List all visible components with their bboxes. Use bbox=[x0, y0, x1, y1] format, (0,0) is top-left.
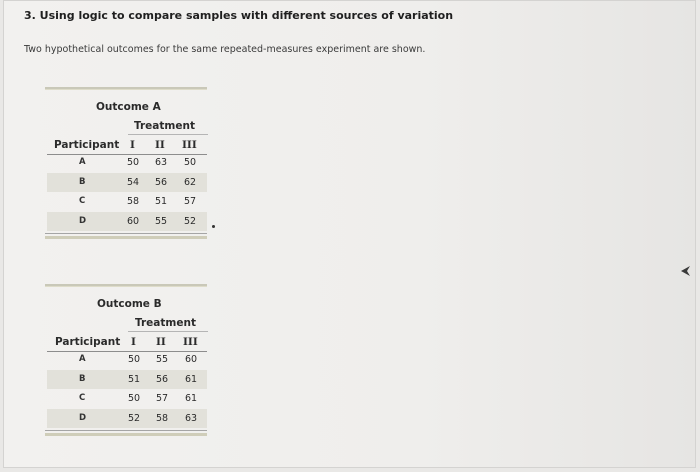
outcome-title: Outcome A bbox=[96, 101, 161, 113]
cell-value: 51 bbox=[155, 196, 168, 207]
table-bottom-rule bbox=[45, 233, 207, 239]
cell-value: 61 bbox=[185, 393, 198, 404]
cell-value: 52 bbox=[184, 216, 197, 227]
table-top-rule bbox=[45, 87, 207, 90]
table-row bbox=[47, 350, 207, 369]
table-row bbox=[47, 389, 207, 408]
table-row bbox=[47, 370, 207, 389]
column-header-row bbox=[45, 138, 207, 153]
treatment-underline bbox=[128, 331, 208, 332]
column-header: II bbox=[155, 139, 165, 151]
participant-label: D bbox=[79, 216, 87, 226]
cell-value: 62 bbox=[184, 177, 197, 188]
cell-value: 50 bbox=[128, 354, 141, 365]
column-header: II bbox=[156, 336, 166, 348]
question-title: 3. Using logic to compare samples with different sources of variation bbox=[24, 9, 454, 22]
outcome-title: Outcome B bbox=[97, 298, 162, 310]
cell-value: 57 bbox=[184, 196, 197, 207]
cell-value: 56 bbox=[156, 374, 169, 385]
question-intro: Two hypothetical outcomes for the same repeated-measures experiment are shown. bbox=[24, 44, 426, 55]
participant-label: B bbox=[79, 374, 86, 384]
cell-value: 56 bbox=[155, 177, 168, 188]
participant-label: C bbox=[79, 393, 86, 403]
table-row bbox=[47, 212, 207, 231]
cell-value: 61 bbox=[185, 374, 198, 385]
table-top-rule bbox=[45, 284, 207, 287]
table-row bbox=[47, 409, 207, 428]
table-row bbox=[47, 173, 207, 192]
treatment-header: Treatment bbox=[135, 317, 196, 329]
participant-label: A bbox=[79, 157, 86, 167]
treatment-header: Treatment bbox=[134, 120, 195, 132]
cell-value: 60 bbox=[127, 216, 140, 227]
table-row bbox=[47, 192, 207, 211]
cell-value: 58 bbox=[127, 196, 140, 207]
cell-value: 55 bbox=[155, 216, 168, 227]
cell-value: 60 bbox=[185, 354, 198, 365]
cell-value: 50 bbox=[127, 157, 140, 168]
cell-value: 50 bbox=[184, 157, 197, 168]
table-row bbox=[47, 153, 207, 172]
participant-header: Participant bbox=[55, 336, 121, 348]
cell-value: 58 bbox=[156, 413, 169, 424]
table-bottom-rule bbox=[45, 430, 207, 436]
column-header-row bbox=[45, 335, 207, 350]
cell-value: 54 bbox=[127, 177, 140, 188]
mouse-cursor-icon bbox=[680, 265, 692, 277]
cell-value: 52 bbox=[128, 413, 141, 424]
column-header: III bbox=[182, 139, 197, 151]
stray-dot bbox=[212, 225, 215, 228]
content-panel bbox=[3, 0, 696, 468]
cell-value: 63 bbox=[155, 157, 168, 168]
cell-value: 63 bbox=[185, 413, 198, 424]
outcome-b-table bbox=[45, 284, 207, 424]
column-header: I bbox=[131, 336, 136, 348]
cell-value: 50 bbox=[128, 393, 141, 404]
treatment-underline bbox=[128, 134, 208, 135]
cell-value: 55 bbox=[156, 354, 169, 365]
column-header: III bbox=[183, 336, 198, 348]
participant-header: Participant bbox=[54, 139, 120, 151]
outcome-a-table bbox=[45, 87, 207, 227]
cell-value: 51 bbox=[128, 374, 141, 385]
participant-label: C bbox=[79, 196, 86, 206]
participant-label: B bbox=[79, 177, 86, 187]
column-header: I bbox=[130, 139, 135, 151]
participant-label: D bbox=[79, 413, 87, 423]
participant-label: A bbox=[79, 354, 86, 364]
cell-value: 57 bbox=[156, 393, 169, 404]
